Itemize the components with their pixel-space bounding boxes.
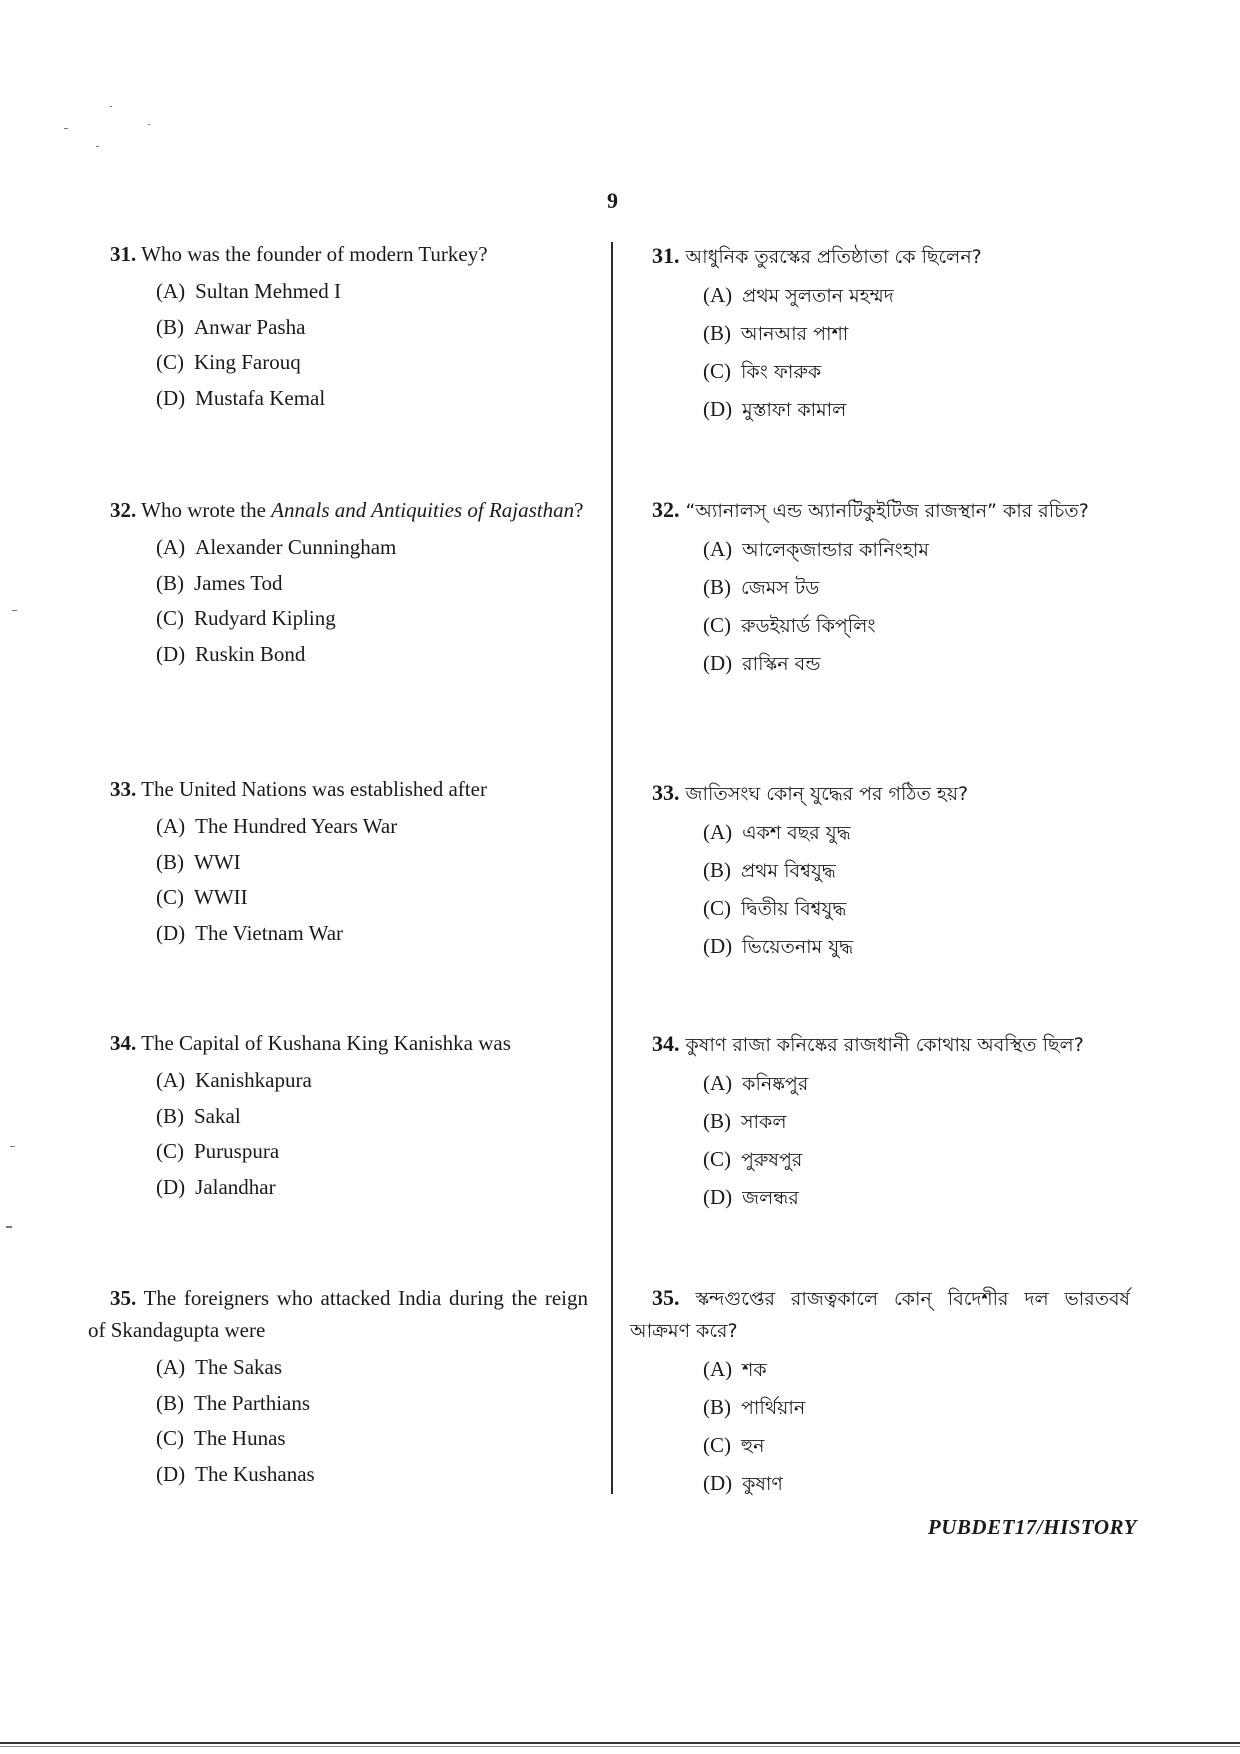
option-c: (C) পুরুষপুর [703,1147,803,1171]
question-number: 32. [652,497,680,522]
page-number: 9 [607,188,618,213]
question-32-bn [630,494,1130,683]
question-31-bn [630,240,1130,429]
option-b: (B) Sakal [156,1103,241,1128]
question-text: Who was the founder of modern Turkey? [141,242,488,266]
option-d: (D) কুষাণ [703,1471,783,1495]
question-number: 34. [110,1031,137,1055]
option-list [630,1065,1130,1217]
option-a: (A) Kanishkapura [156,1068,312,1092]
book-title: Annals and Antiquities of Rajasthan [271,498,575,522]
option-list [630,814,1130,966]
option-d: (D) রাস্কিন বন্ড [703,651,821,675]
question-33-bn [630,777,1130,966]
question-stem [88,1027,588,1059]
option-c: (C) The Hunas [156,1426,286,1450]
option-c: (C) WWII [156,885,248,909]
column-divider [611,242,613,1494]
option-list [630,277,1130,429]
option-c: (C) হুন [703,1433,765,1457]
option-b: (B) প্রথম বিশ্বযুদ্ধ [703,858,836,882]
option-list [88,274,588,416]
scan-speck [6,1226,12,1228]
question-35-en [88,1282,588,1492]
option-a: (A) Sultan Mehmed I [156,279,341,303]
option-a: (A) আলেক্‌জান্ডার কানিংহাম [703,537,929,561]
option-list [88,1063,588,1205]
option-b: (B) The Parthians [156,1390,311,1415]
question-31-en [88,238,588,416]
question-number: 34. [652,1031,680,1056]
question-number: 33. [652,780,680,805]
question-number: 33. [110,777,137,801]
scan-speck [110,106,112,107]
question-number: 32. [110,498,137,522]
option-c: (C) রুডইয়ার্ড কিপ্‌লিং [703,613,876,637]
option-a: (A) The Hundred Years War [156,814,398,838]
question-number: 35. [652,1285,680,1310]
option-list [88,809,588,951]
option-d: (D) ভিয়েতনাম যুদ্ধ [703,934,854,958]
option-list [630,531,1130,683]
scan-speck [64,128,68,129]
question-text: আধুনিক তুরস্কের প্রতিষ্ঠাতা কে ছিলেন? [685,246,982,268]
question-text: The Capital of Kushana King Kanishka was [141,1031,511,1055]
question-34-bn [630,1028,1130,1217]
question-number: 35. [110,1286,137,1310]
question-stem [630,1028,1130,1061]
option-a: (A) প্রথম সুলতান মহম্মদ [703,283,894,307]
question-33-en [88,773,588,951]
question-number: 31. [652,243,680,268]
scan-speck [96,146,99,147]
option-d: (D) Ruskin Bond [156,641,306,666]
option-d: (D) The Kushanas [156,1461,315,1486]
option-a: (A) The Sakas [156,1355,283,1379]
option-c: (C) Rudyard Kipling [156,606,336,630]
question-35-bn [630,1282,1130,1503]
option-d: (D) The Vietnam War [156,920,344,945]
question-text: The United Nations was established after [141,777,487,801]
question-34-en [88,1027,588,1205]
option-d: (D) মুস্তাফা কামাল [703,397,847,421]
question-stem: 32. Who wrote the Annals and Antiquities of Rajasthan? [110,498,584,522]
option-b: (B) WWI [156,849,241,874]
question-text: The foreigners who attacked India during the reign of Skandagupta were [88,1286,588,1342]
paper-code: PUBDET17/HISTORY [927,1515,1137,1539]
bottom-rule [0,1742,1240,1744]
question-stem [630,777,1130,810]
question-stem [630,1282,1130,1347]
scan-speck [12,610,17,611]
question-stem [88,1282,588,1346]
option-c: (C) Puruspura [156,1139,280,1163]
question-32-en [88,494,588,672]
scan-speck [10,1146,15,1147]
option-b: (B) James Tod [156,570,283,595]
option-b: (B) Anwar Pasha [156,314,306,339]
option-c: (C) দ্বিতীয় বিশ্বযুদ্ধ [703,896,847,920]
option-list [88,530,588,672]
question-stem [88,238,588,270]
question-text: জাতিসংঘ কোন্ যুদ্ধের পর গঠিত হয়? [685,783,969,805]
option-d: (D) Mustafa Kemal [156,385,326,410]
bottom-rule-thin [0,1746,1240,1747]
option-b: (B) জেমস টড [703,575,820,599]
option-a: (A) Alexander Cunningham [156,535,397,559]
question-text: “অ্যানালস্ এন্ড অ্যানটিকুইটিজ রাজস্থান” কার রচিত? [685,500,1089,522]
option-list [88,1350,588,1492]
option-d: (D) জলন্ধর [703,1185,799,1209]
option-b: (B) আনআর পাশা [703,321,849,345]
option-a: (A) একশ বছর যুদ্ধ [703,820,851,844]
question-text: স্কন্দগুপ্তের রাজত্বকালে কোন্ বিদেশীর দল ভারতবর্ষ আক্রমণ করে? [630,1288,1130,1342]
option-c: (C) King Farouq [156,350,301,374]
option-list [630,1351,1130,1503]
question-number: 31. [110,242,137,266]
option-c: (C) কিং ফারুক [703,359,822,383]
question-stem [630,240,1130,273]
option-a: (A) কনিষ্কপুর [703,1071,809,1095]
option-b: (B) সাকল [703,1109,787,1133]
option-a: (A) শক [703,1357,767,1381]
option-d: (D) Jalandhar [156,1174,276,1199]
question-text: কুষাণ রাজা কনিষ্কের রাজধানী কোথায় অবস্থিত ছিল? [685,1034,1084,1056]
scan-speck [148,124,150,125]
question-stem [88,773,588,805]
question-stem [630,494,1130,527]
option-b: (B) পার্থিয়ান [703,1395,806,1419]
